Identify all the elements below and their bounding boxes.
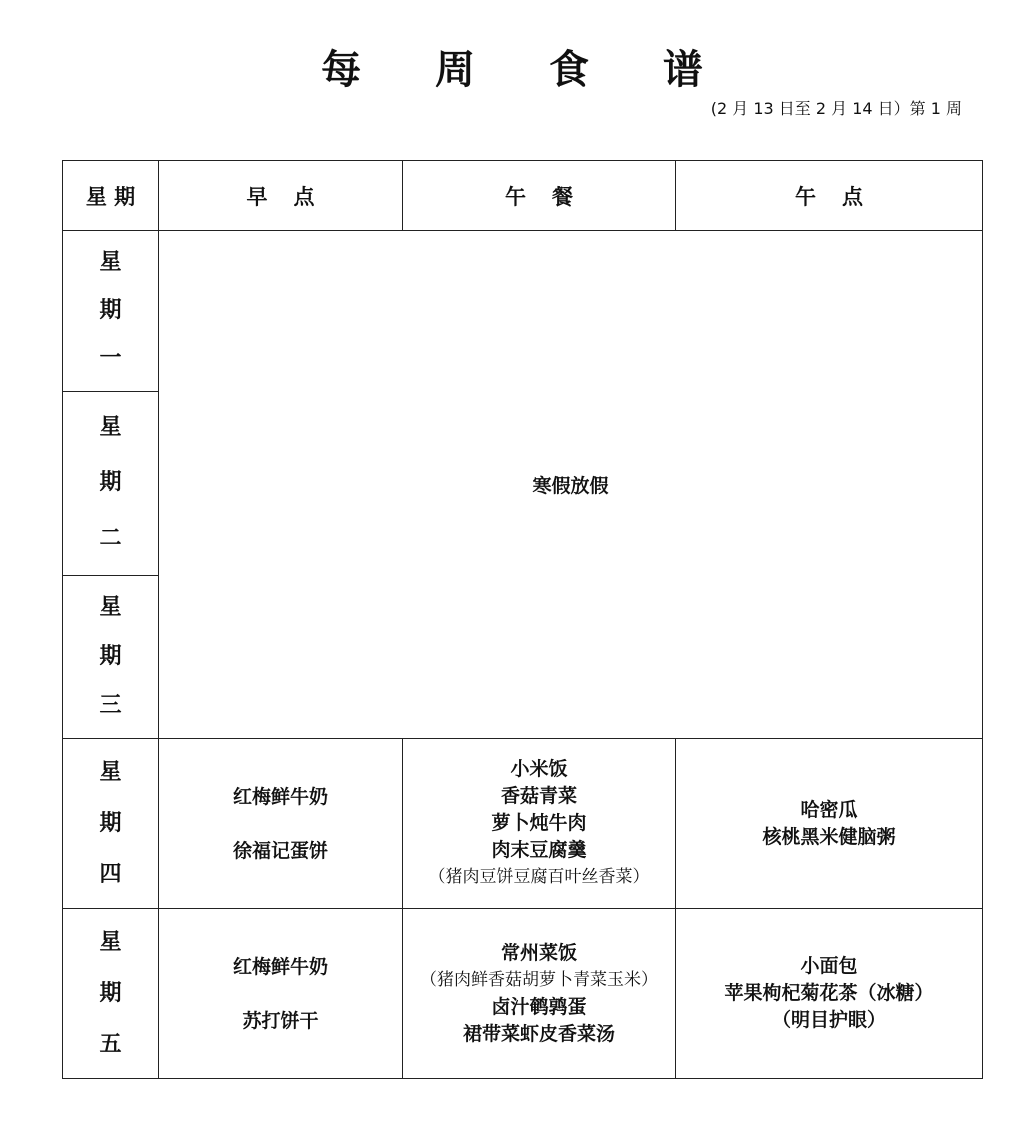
day-thursday bbox=[63, 739, 159, 909]
holiday-cell bbox=[159, 231, 983, 739]
date-range: (2 月 13 日至 2 月 14 日）第 1 周 bbox=[710, 99, 962, 118]
thursday-lunch bbox=[403, 739, 676, 909]
menu-item: 香菇青菜 bbox=[500, 785, 577, 807]
menu-note: （猪肉鲜香菇胡萝卜青菜玉米） bbox=[420, 969, 658, 990]
menu-item: 哈密瓜 bbox=[800, 798, 858, 821]
day-char: 三 bbox=[99, 692, 122, 718]
thursday-snack bbox=[676, 739, 983, 909]
menu-item: 苹果枸杞菊花茶（冰糖） bbox=[724, 982, 934, 1004]
menu-item: （明目护眼） bbox=[771, 1009, 886, 1031]
header-lunch: 午餐 bbox=[403, 161, 676, 231]
menu-item: 小面包 bbox=[800, 955, 858, 977]
day-char: 星 bbox=[99, 414, 122, 440]
friday-lunch bbox=[403, 909, 676, 1079]
header-breakfast: 早点 bbox=[159, 161, 403, 231]
header-row bbox=[63, 161, 983, 231]
menu-table bbox=[62, 160, 983, 1079]
menu-item: 萝卜炖牛肉 bbox=[491, 812, 587, 834]
day-char: 期 bbox=[99, 470, 122, 496]
row-friday bbox=[63, 909, 983, 1079]
holiday-text: 寒假放假 bbox=[532, 475, 609, 497]
day-char: 星 bbox=[99, 759, 122, 785]
day-char: 二 bbox=[99, 526, 122, 552]
friday-snack bbox=[676, 909, 983, 1079]
menu-item: 肉末豆腐羹 bbox=[491, 839, 587, 861]
menu-item: 卤汁鹌鹑蛋 bbox=[491, 995, 587, 1018]
day-friday bbox=[63, 909, 159, 1079]
day-char: 星 bbox=[99, 929, 122, 955]
menu-item: 小米饭 bbox=[510, 758, 568, 780]
day-char: 五 bbox=[99, 1031, 122, 1057]
day-wednesday bbox=[63, 576, 159, 739]
row-monday bbox=[63, 231, 983, 392]
menu-item: 裙带菜虾皮香菜汤 bbox=[462, 1022, 615, 1045]
header-snack: 午点 bbox=[676, 161, 983, 231]
day-char: 四 bbox=[99, 861, 122, 887]
day-char: 星 bbox=[99, 595, 122, 621]
friday-breakfast bbox=[159, 909, 403, 1079]
menu-item: 红梅鲜牛奶 bbox=[232, 955, 328, 978]
day-tuesday bbox=[63, 392, 159, 576]
day-char: 期 bbox=[99, 980, 122, 1006]
menu-item: 红梅鲜牛奶 bbox=[232, 785, 328, 808]
day-char: 一 bbox=[99, 346, 122, 371]
menu-item: 徐福记蛋饼 bbox=[232, 839, 328, 862]
menu-item: 苏打饼干 bbox=[242, 1009, 319, 1032]
row-thursday bbox=[63, 739, 983, 909]
day-monday bbox=[63, 231, 159, 392]
header-day: 星 期 bbox=[63, 161, 159, 231]
day-char: 期 bbox=[99, 643, 122, 669]
menu-item: 核桃黑米健脑粥 bbox=[762, 825, 896, 848]
day-char: 期 bbox=[99, 298, 122, 323]
day-char: 期 bbox=[99, 810, 122, 836]
menu-item: 常州菜饭 bbox=[500, 941, 577, 964]
thursday-breakfast bbox=[159, 739, 403, 909]
page-title: 每 周 食 谱 bbox=[321, 47, 733, 93]
menu-note: （猪肉豆饼豆腐百叶丝香菜） bbox=[428, 867, 650, 887]
day-char: 星 bbox=[99, 250, 122, 275]
